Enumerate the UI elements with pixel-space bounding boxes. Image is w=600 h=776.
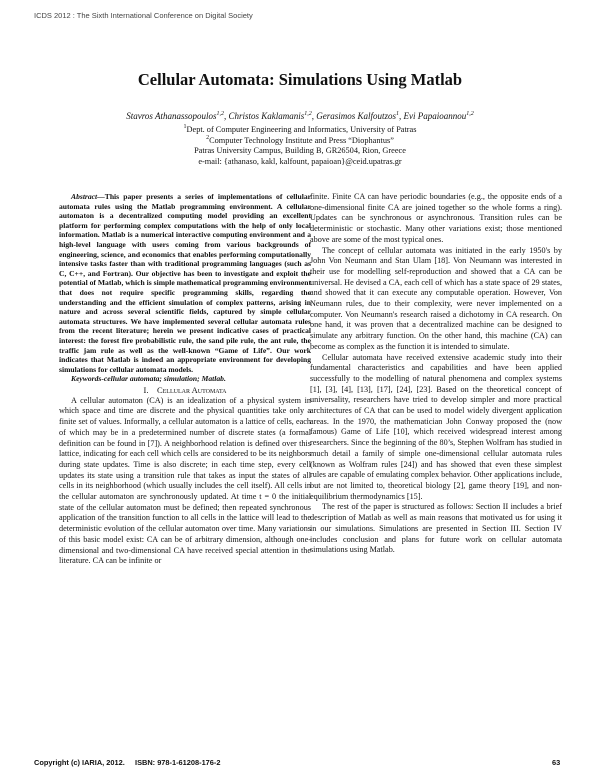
affiliation-line: Patras University Campus, Building B, GR26504, Rion, Greece xyxy=(194,146,406,156)
body-paragraph: The rest of the paper is structured as follows: Section II includes a brief description of Matlab as well as main reasons that motivated us for using it in our simulations. Simulations are presented in Section III. Section IV includes conclusion and plans for future work on cellular automata simulations using Matlab. xyxy=(310,502,562,555)
author-name: Christos Kaklamanis xyxy=(228,111,305,121)
section-heading: I. Cellular Automata xyxy=(143,384,227,395)
keywords: Keywords-cellular automata; simulation; Matlab. xyxy=(71,374,226,384)
body-paragraph: A cellular automaton (CA) is an idealization of a physical system in which space and time are discrete and the physical quantities take only a finite set of values. Informally, a cellular automaton is a lattice of cells, each of which may be in a predetermined number of discrete states (a formal definition can be found in [7]). A neighborhood relation is defined over this lattice, indicating for each cell which cells are considered to be its neighbors during state updates. Time is also discrete; in each time step, every cell updates its state using a transition rule that takes as input the states of all cells in its neighborhood (which usually includes the cell itself). All cells in the cellular automaton are synchronously updated. At time t = 0 the initial state of the cellular automaton must be defined; then repeated synchronous application of the transition function to all cells in the lattice will lead to the deterministic evolution of the cellular automaton over time. Many variations of this basic model exist: CA can be of arbitrary dimension, although one-dimensional and two-dimensional CA have received special attention in the literature. CA can be infinite or xyxy=(59,395,311,566)
abstract-lead: Abstract xyxy=(71,192,98,201)
author-sup: 1 xyxy=(396,111,400,117)
affiliations xyxy=(0,125,600,167)
affiliation-line: $^1$Dept. of Computer Engineering and Informatics, University of Patras xyxy=(183,124,417,134)
author-list: Stavros Athanassopoulos$^{1,2}$, Christos Kaklamanis$^{1,2}$, Gerasimos Kalfoutzos$^1$, Evi Papaioannou$^{1,2}$ xyxy=(126,111,474,121)
author-sup: 1,2 xyxy=(466,111,474,117)
body-paragraph: The concept of cellular automata was initiated in the early 1950's by John Von Neumann and Stan Ulam [18]. Von Neumann was interested in their use for modelling self-reproduction and showed that a CA can be universal. He devised a CA, each cell of which has a state space of 29 states, and showed that it can execute any computable operation. However, Von Neumann rules, due to their complexity, were never implemented on a computer. Von Neumann's research raised a dichotomy in CA research. On one hand, it was proven that a decentralized machine can be designed to simulate any arbitrary function. On the other hand, this machine (CA) can become as complex as the function it is intended to simulate. xyxy=(310,245,562,351)
author-name: Stavros Athanassopoulos xyxy=(126,111,217,121)
body-paragraph: Cellular automata have received extensive academic study into their fundamental characteristics and capabilities and have been applied successfully to the modelling of natural phenomena and complex systems [1], [3], [4], [13], [17], [24], [23]. Based on the theoretical concept of universality, researchers have tried to develop simpler and more practical architectures of CA that can be used to model widely divergent application areas. In the 1970, the mathematician John Conway proposed the (now famous) Game of Life [10], which received widespread interest among researchers. Since the beginning of the 80’s, Stephen Wolfram has studied in much detail a family of simple one-dimensional cellular automata rules (known as Wolfram rules [24]) and has showed that even these simplest rules are capable of emulating complex behavior. Other applications include, but are not limited to, theoretical biology [2], game theory [19], and non-equilibrium thermodynamics [15]. xyxy=(310,352,562,501)
paper-title: Cellular Automata: Simulations Using Matlab xyxy=(137,70,463,89)
abstract-text: —This paper presents a series of implementations of cellular automata rules using the Matlab programming environment. A cellular automaton is a decentralized computing model providing an excellent platform for performing complex computations with the help of only local information. Matlab is a numerical interactive computing environment and a high-level language with users coming from various backgrounds of engineering, science, and economics that enables performing computationally intensive tasks faster than with traditional programming languages (such as C, C++, and Fortran). Our objective has been to investigate and exploit the potential of Matlab, which is simple mathematical programming environment that does not require specific programming skills, regarding the understanding and the efficient simulation of complex patterns, arising in nature and across several scientific fields, captured by simple cellular automata structures. We have implemented several cellular automata rules from the recent literature; herein we present indicative cases of practical interest: the forest fire probabilistic rule, the sand pile rule, the ant rule, the traffic jam rule as well as the well-known “Game of Life”. Our work indicates that Matlab is indeed an appropriate environment for developing simulations for cellular automata models. xyxy=(59,192,311,374)
right-column xyxy=(310,192,562,556)
author-name: Gerasimos Kalfoutzos xyxy=(316,111,397,121)
conference-header: ICDS 2012 : The Sixth International Conference on Digital Society xyxy=(34,11,253,20)
left-column xyxy=(59,192,311,567)
page-number: 63 xyxy=(552,758,561,767)
copyright-footer: Copyright (c) IARIA, 2012. ISBN: 978-1-61208-176-2 xyxy=(34,758,221,767)
affiliation-line: e-mail: {athanaso, kakl, kalfount, papaioan}@ceid.upatras.gr xyxy=(198,156,402,166)
abstract xyxy=(59,192,311,374)
author-name: Evi Papaioannou xyxy=(403,111,467,121)
body-paragraph: finite. Finite CA can have periodic boundaries (e.g., the opposite ends of a one-dimensional finite CA are joined together so the whole forms a ring). Updates can be synchronous or asynchronous. Transition rules can be deterministic or stochastic. Many other variations exist; those mentioned above are some of the most typical ones. xyxy=(310,192,562,244)
author-sup: 1,2 xyxy=(304,111,312,117)
affiliation-line: $^2$Computer Technology Institute and Press “Diophantus” xyxy=(206,134,394,145)
author-sup: 1,2 xyxy=(216,111,224,117)
